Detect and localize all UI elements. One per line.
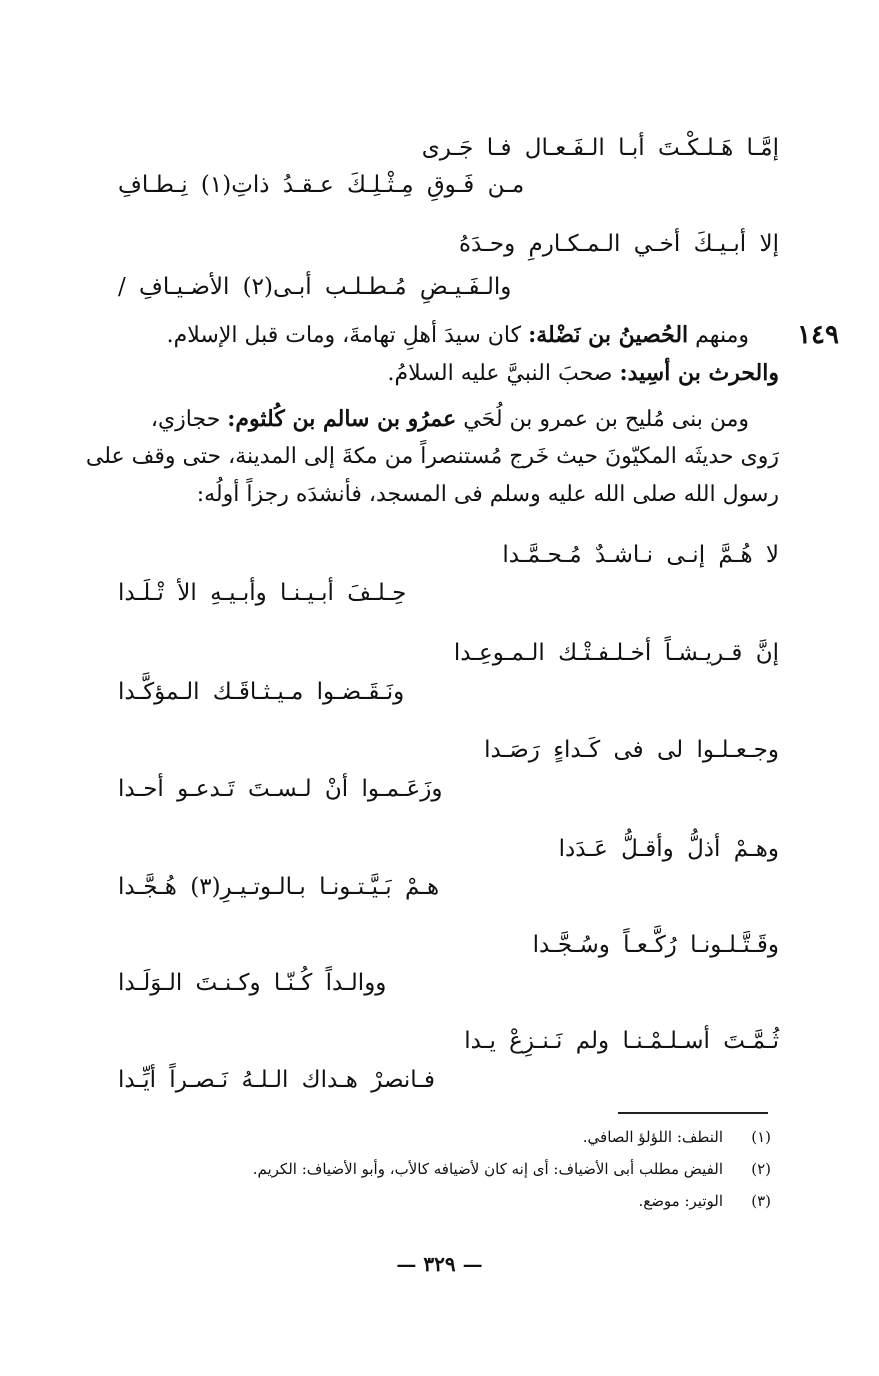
poem2-line-6: وزَعَـمـوا أنْ لـسـتَ تَـدعـو أحـدا: [118, 776, 443, 802]
footnote-number: (١): [751, 1128, 771, 1146]
footnote-separator: [618, 1112, 768, 1114]
prose2-line-1: [100, 404, 749, 435]
poem2-line-2: حِـلـفَ أبـيـنـا وأبـيـهِ الأ تْـلَـدا: [118, 580, 407, 606]
poem2-line-12: فـانصرْ هـداك الـلـهُ نَـصـراً أيِّـدا: [118, 1067, 436, 1093]
poem2-line-3: إنَّ قـريـشـاً أخـلـفـتْـك الـمـوعِـدا: [453, 640, 779, 666]
prose2-line-3: رسول الله صلى الله عليه وسلم فى المسجد، فأنشدَه رجزاً أولُه:: [196, 482, 779, 507]
footnote-2: [253, 1158, 771, 1180]
footnote-1: [583, 1126, 771, 1148]
prose1-line-2: [100, 358, 779, 389]
footnote-text: الوتير: موضع.: [638, 1192, 723, 1210]
footnote-number: (٣): [751, 1192, 771, 1210]
page-number: — ٣٢٩ —: [396, 1252, 483, 1276]
footnote-text: النطف: اللؤلؤ الصافي.: [582, 1128, 723, 1146]
prose-text: كان سيدَ أهلِ تهامةَ، ومات قبل الإسلام.: [166, 323, 522, 348]
section-number: ١٤٩: [797, 320, 839, 350]
poem2-line-10: ووالـداً كُـنّـا وكـنـتَ الـوَلَـدا: [118, 970, 387, 996]
footnote-3: [638, 1190, 771, 1212]
footnote-text: الفيض مطلب أبى الأضياف: أى إنه كان لأضيافه كالأب، وأبو الأضياف: الكريم.: [252, 1160, 723, 1178]
poem2-line-9: وقَـتَّـلـونـا رُكَّـعـاً وسُـجَّـدا: [532, 932, 779, 958]
poem2-line-7: وهـمْ أذلُّ وأقـلُّ عَـدَدا: [558, 836, 779, 862]
poem2-line-8: هـمْ بَـيَّـتـونـا بـالـوتـيـرِ(٣) هُـجَّـدا: [118, 874, 440, 900]
person-name-amr: عمرُو بن سالم بن كُلثوم:: [227, 406, 457, 432]
poem2-line-5: وجـعـلـوا لى فى كَـداءٍ رَصَـدا: [484, 737, 779, 763]
poem1-line-4: والـفَـيـضِ مُـطـلـب أبـى(٢) الأضـيـافِ /: [118, 274, 512, 300]
poem2-line-1: لا هُـمَّ إنـى نـاشـدٌ مُـحـمَّـدا: [502, 542, 779, 568]
prose-lead: ومنهم: [695, 323, 749, 348]
prose-text: صحبَ النبيَّ عليه السلامُ.: [387, 361, 613, 386]
person-name-husayn: الحُصينُ بن نَضْلة:: [528, 322, 689, 348]
prose-lead: ومن بنى مُليح بن عمرو بن لُحَي: [463, 407, 749, 432]
person-name-harith: والحرث بن أسِيد:: [619, 360, 779, 386]
prose2-line-2: رَوى حديثَه المكيّونَ حيث خَرج مُستنصراً من مكةَ إلى المدينة، حتى وقف على: [85, 444, 779, 469]
footnote-number: (٢): [751, 1160, 771, 1178]
poem1-line-1: إمَّـا هَـلـكْـتَ أبـا الـفَـعـال فـا جَـرى: [421, 135, 779, 161]
poem2-line-11: ثُـمَّـتَ أسـلـمْـنـا ولم نَـنـزِعْ يـدا: [464, 1028, 779, 1054]
prose1-line-1: [100, 320, 749, 351]
poem1-line-3: إلا أبـيـكَ أخـي الـمـكـارمِ وحـدَهُ: [458, 231, 779, 257]
prose-text: حجازي،: [150, 407, 221, 432]
poem1-line-2: مـن فَـوقِ مِـثْـلِـكَ عـقـدُ ذاتِ(١) نِـطـافِ: [118, 172, 525, 198]
poem2-line-4: ونَـقَـضـوا مـيـثـاقَـك الـمؤكَّـدا: [118, 679, 405, 705]
